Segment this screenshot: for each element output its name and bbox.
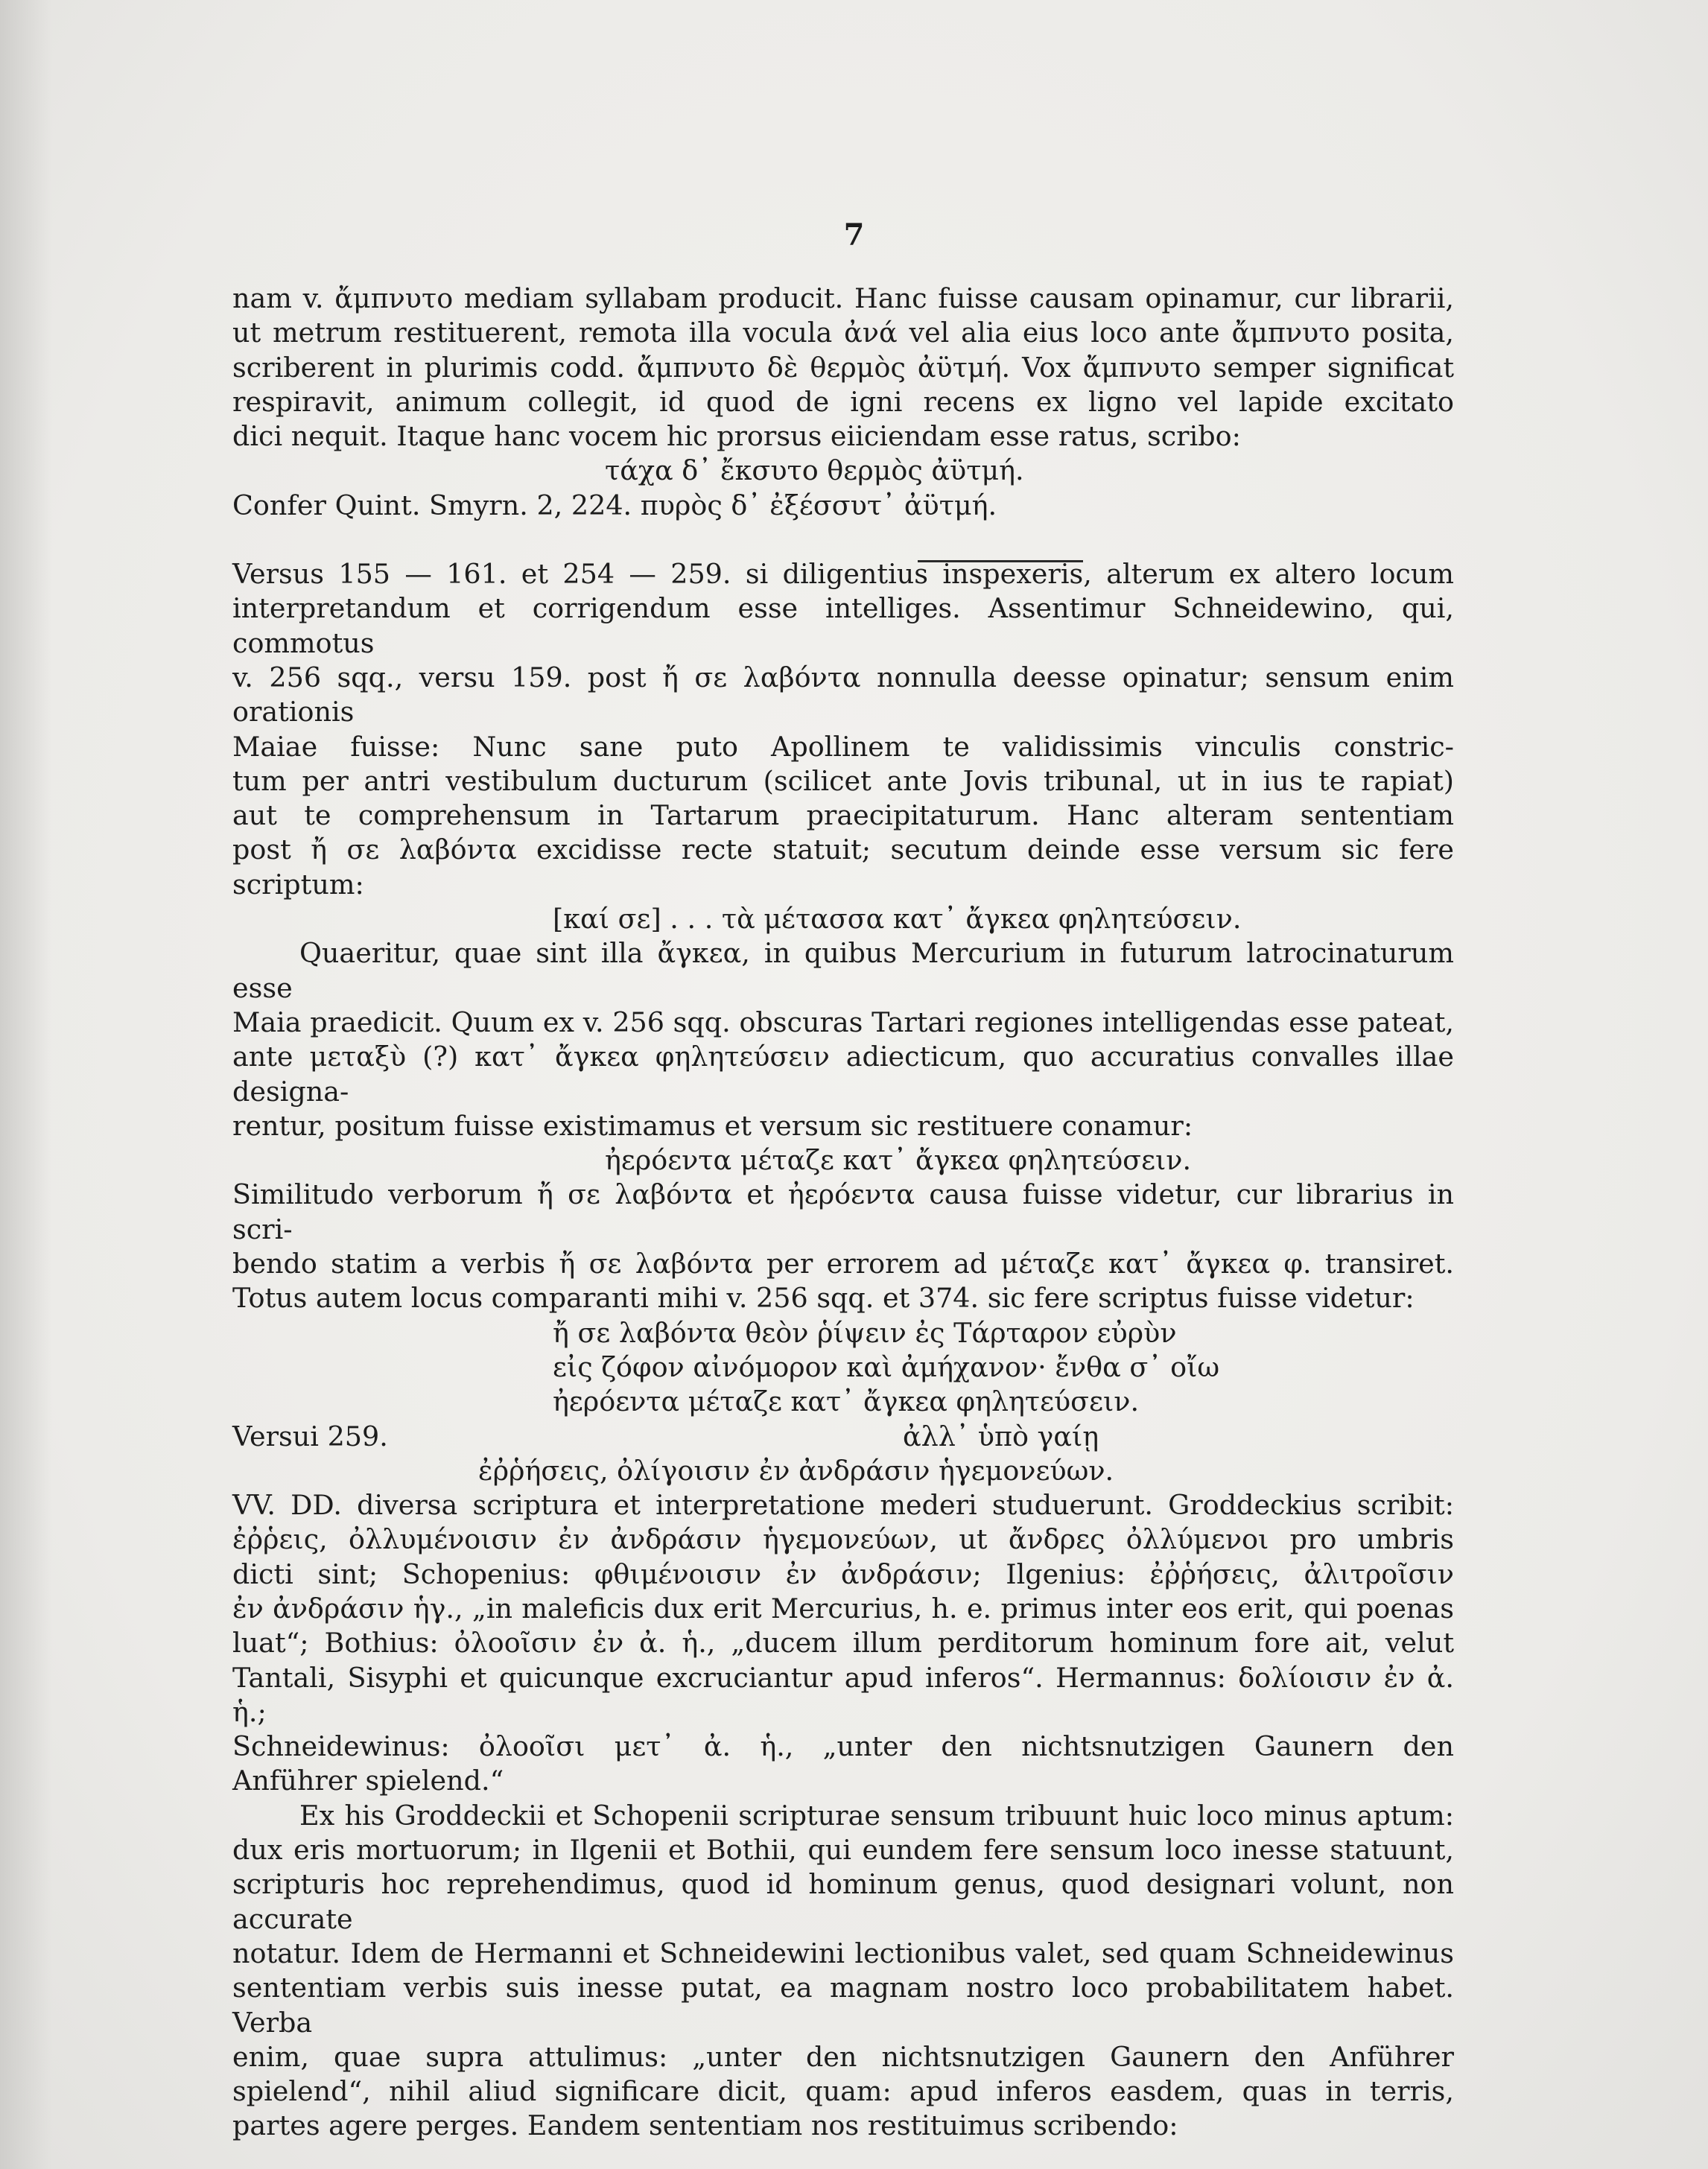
text-line: Maiae fuisse: Nunc sane puto Apollinem te validissimis vinculis constric- — [232, 730, 1454, 763]
verse-line: ἤ σε λαβόντα θεὸν ῥίψειν ἐς Τάρταρον εὐρὺν — [553, 1316, 1177, 1349]
verse-line: τάχα δ᾽ ἔκσυτο θερμὸς ἀϋτμή. — [605, 454, 1024, 487]
text-line: interpretandum et corrigendum esse intelliges. Assentimur Schneidewino, qui, commotus — [232, 592, 1454, 659]
binding-shadow — [0, 0, 52, 2169]
text-line: bendo statim a verbis ἤ σε λαβόντα per errorem ad μέταζε κατ᾽ ἄγκεα φ. transiret. — [232, 1248, 1454, 1280]
text-line: ut metrum restituerent, remota illa vocula ἀνά vel alia eius loco ante ἄμπνυτο posita, — [232, 317, 1454, 349]
text-line: VV. DD. diversa scriptura et interpretatione mederi studuerunt. Groddeckius scribit: — [232, 1489, 1454, 1522]
text-line: ante μεταξὺ (?) κατ᾽ ἄγκεα φηλητεύσειν adiecticum, quo accuratius convalles illae designa- — [232, 1041, 1454, 1108]
verse-line: ἠερόεντα μέταζε κατ᾽ ἄγκεα φηλητεύσειν. — [605, 1144, 1192, 1177]
text-line: dux eris mortuorum; in Ilgenii et Bothii, qui eundem fere sensum loco inesse statuunt, — [232, 1834, 1454, 1867]
verse-heading-line — [232, 1420, 1454, 1454]
verse-heading: Versui 259. — [232, 1420, 388, 1452]
verse-line: ἠερόεντα μέταζε κατ᾽ ἄγκεα φηλητεύσειν. — [553, 1385, 1140, 1418]
text-line: ἐῤῥεις, ὀλλυμένοισιν ἐν ἀνδράσιν ἡγεμονεύων, ut ἄνδρες ὀλλύμενοι pro umbris — [232, 1523, 1454, 1556]
verse-line: ἀλλ᾽ ὑπὸ γαίῃ — [903, 1420, 1099, 1452]
text-line: spielend“, nihil aliud significare dicit, quam: apud inferos easdem, quas in terris, — [232, 2075, 1454, 2108]
text-line: v. 256 sqq., versu 159. post ἤ σε λαβόντα nonnulla deesse opinatur; sensum enim orationis — [232, 661, 1454, 728]
body-text — [232, 282, 1454, 2144]
text-line: enim, quae supra attulimus: „unter den nichtsnutzigen Gaunern den Anführer — [232, 2040, 1454, 2073]
text-line: luat“; Bothius: ὀλοοῖσιν ἐν ἀ. ἡ., „ducem illum perditorum hominum fore ait, velut — [232, 1627, 1454, 1660]
text-line: Maia praedicit. Quum ex v. 256 sqq. obscuras Tartari regiones intelligendas esse pateat, — [232, 1006, 1454, 1038]
text-line: Similitudo verborum ἤ σε λαβόντα et ἠερόεντα causa fuisse videtur, cur librarius in scri- — [232, 1178, 1454, 1245]
text-line: ἐν ἀνδράσιν ἡγ., „in maleficis dux erit Mercurius, h. e. primus inter eos erit, qui poenas — [232, 1592, 1454, 1625]
text-line: nam v. ἄμπνυτο mediam syllabam producit. Hanc fuisse causam opinamur, cur librarii, — [232, 282, 1454, 314]
verse-line: [καί σε] . . . τὰ μέτασσα κατ᾽ ἄγκεα φηλητεύσειν. — [553, 903, 1242, 936]
text-line: dici nequit. Itaque hanc vocem hic prorsus eiiciendam esse ratus, scribo: — [232, 420, 1241, 453]
text-line: scripturis hoc reprehendimus, quod id hominum genus, quod designari volunt, non accurate — [232, 1868, 1454, 1935]
text-line: sententiam verbis suis inesse putat, ea magnam nostro loco probabilitatem habet. Verba — [232, 1972, 1454, 2039]
verse-line: εἰς ζόφον αἰνόμορον καὶ ἀμήχανον· ἔνθα σ᾽ οἴω — [553, 1350, 1220, 1383]
text-line: aut te comprehensum in Tartarum praecipitaturum. Hanc alteram sententiam — [232, 799, 1454, 832]
verse-line: ἐῤῥήσεις, ὀλίγοισιν ἐν ἀνδράσιν ἡγεμονεύων. — [478, 1454, 1114, 1487]
page-number: 7 — [843, 217, 865, 253]
text-line: Anführer spielend.“ — [232, 1765, 504, 1797]
text-line: Confer Quint. Smyrn. 2, 224. πυρὸς δ᾽ ἐξέσσυτ᾽ ἀϋτμή. — [232, 489, 997, 521]
text-line: Schneidewinus: ὀλοοῖσι μετ᾽ ἀ. ἡ., „unter den nichtsnutzigen Gaunern den — [232, 1730, 1454, 1763]
text-line: scriberent in plurimis codd. ἄμπνυτο δὲ θερμὸς ἀϋτμή. Vox ἄμπνυτο semper significat — [232, 351, 1454, 384]
text-line: post ἤ σε λαβόντα excidisse recte statuit; secutum deinde esse versum sic fere scriptum: — [232, 833, 1454, 901]
text-line: Versus 155 — 161. et 254 — 259. si diligentius inspexeris, alterum ex altero locum — [232, 558, 1454, 591]
text-line: Quaeritur, quae sint illa ἄγκεα, in quibus Mercurium in futurum latrocinaturum esse — [232, 937, 1454, 1004]
text-line: Totus autem locus comparanti mihi v. 256 sqq. et 374. sic fere scriptus fuisse videtur: — [232, 1282, 1415, 1315]
text-line: Tantali, Sisyphi et quicunque excruciantur apud inferos“. Hermannus: δολίοισιν ἐν ἀ. ἡ.; — [232, 1661, 1454, 1728]
text-line: rentur, positum fuisse existimamus et versum sic restituere conamur: — [232, 1109, 1193, 1142]
text-line: partes agere perges. Eandem sententiam nos restituimus scribendo: — [232, 2109, 1178, 2142]
text-line: tum per antri vestibulum ducturum (scilicet ante Jovis tribunal, ut in ius te rapiat) — [232, 764, 1454, 797]
text-line: notatur. Idem de Hermanni et Schneidewini lectionibus valet, sed quam Schneidewinus — [232, 1937, 1454, 1969]
text-line: respiravit, animum collegit, id quod de igni recens ex ligno vel lapide excitato — [232, 385, 1454, 418]
text-line: dicti sint; Schopenius: φθιμένοισιν ἐν ἀνδράσιν; Ilgenius: ἐῤῥήσεις, ἀλιτροῖσιν — [232, 1557, 1454, 1590]
text-line: Ex his Groddeckii et Schopenii scripturae sensum tribuunt huic loco minus aptum: — [299, 1799, 1454, 1832]
